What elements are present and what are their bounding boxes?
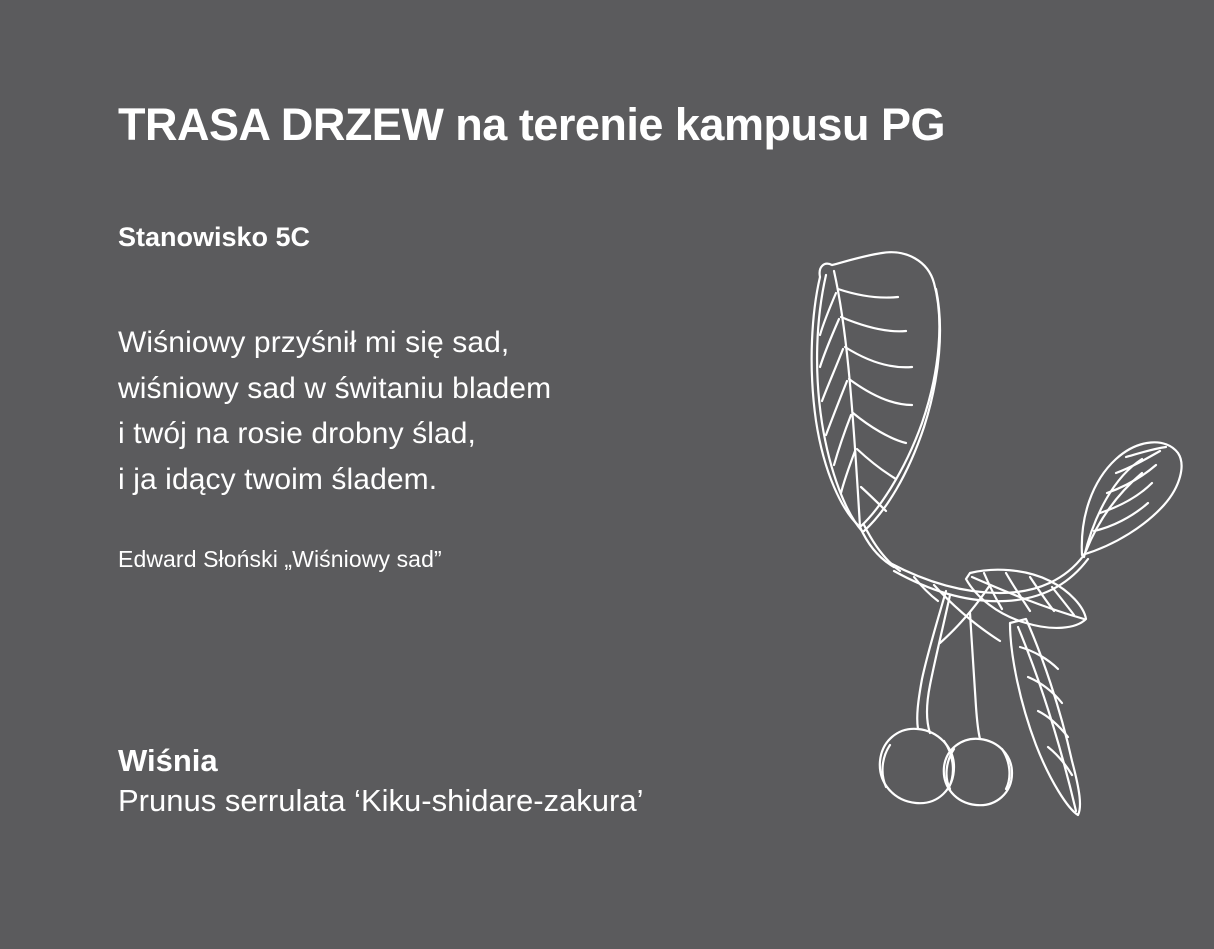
poem-line: i ja idący twoim śladem. [118, 462, 438, 496]
text-column [118, 0, 945, 949]
poem-attribution: Edward Słoński „Wiśniowy sad” [118, 546, 442, 572]
poem-line: Wiśniowy przyśnił mi się sad, [118, 326, 510, 359]
species-latin-name: Prunus serrulata ‘Kiku-shidare-zakura’ [118, 782, 644, 818]
species-block [118, 742, 644, 821]
poem-line: wiśniowy sad w świtaniu bladem [118, 371, 552, 405]
cherry-branch-line-drawing [794, 215, 1194, 835]
cherry-branch-illustration [794, 215, 1194, 835]
page-title: TRASA DRZEW na terenie kampusu PG [118, 99, 945, 150]
poem-line: i twój na rosie drobny ślad, [118, 417, 476, 451]
species-common-name: Wiśnia [118, 743, 218, 778]
station-label: Stanowisko 5C [118, 222, 311, 252]
poem-block [118, 320, 551, 502]
